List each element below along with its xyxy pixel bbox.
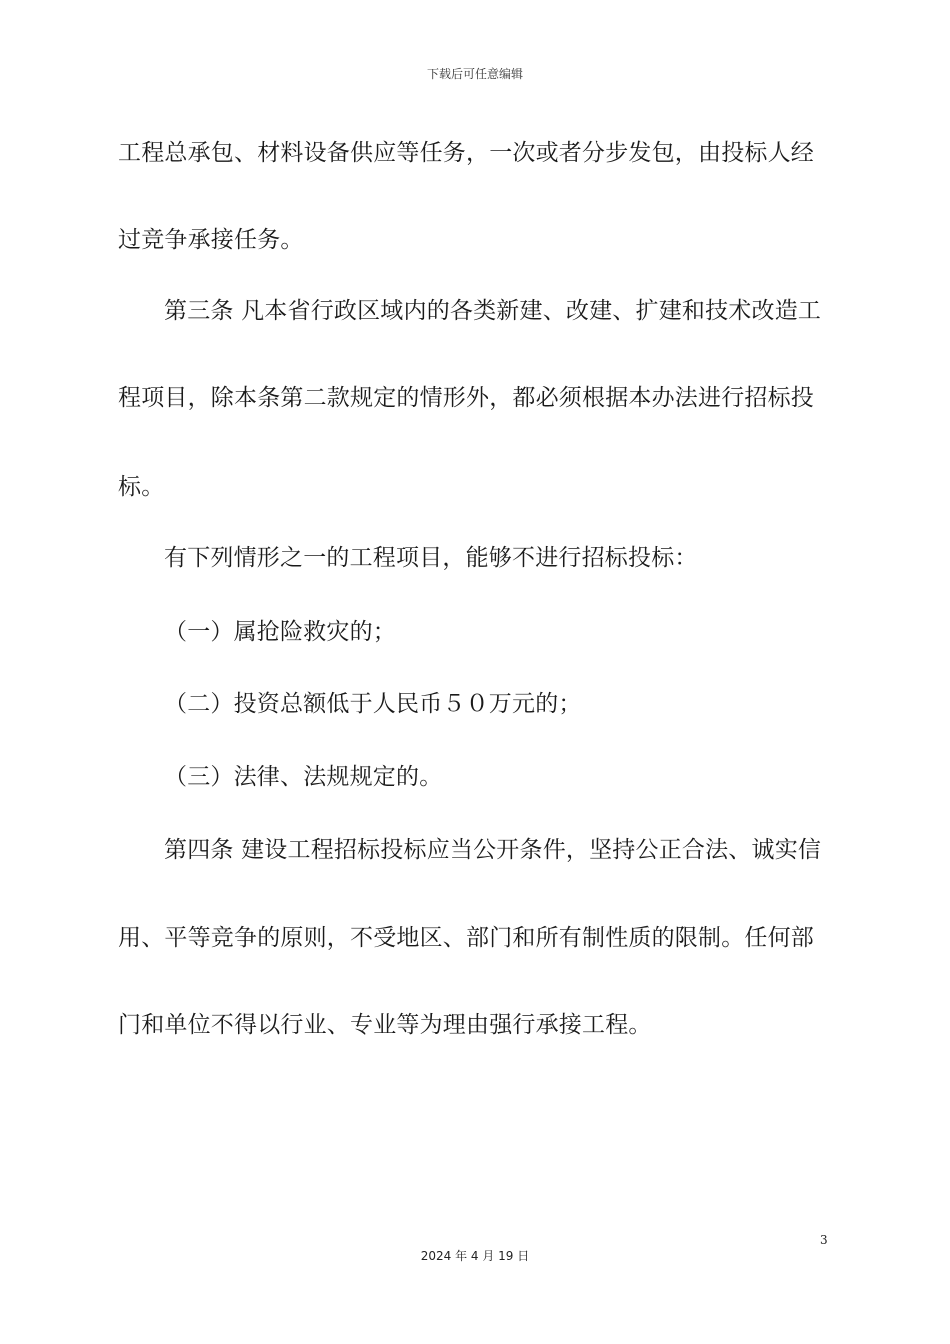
body-line-1: 工程总承包、材料设备供应等任务，一次或者分步发包，由投标人经: [118, 140, 814, 166]
page-header: 下载后可任意编辑: [426, 67, 523, 81]
article-4-line-3: 门和单位不得以行业、专业等为理由强行承接工程。: [118, 1012, 652, 1038]
footer-date: 2024 年 4 月 19 日: [420, 1249, 530, 1263]
exemption-item-3: （三）法律、法规规定的。: [164, 764, 443, 790]
article-3-line-2: 程项目，除本条第二款规定的情形外，都必须根据本办法进行招标投: [118, 385, 814, 411]
article-3-line-3: 标。: [118, 474, 165, 500]
article-4-line-1: 第四条 建设工程招标投标应当公开条件，坚持公正合法、诚实信: [164, 837, 822, 863]
article-4-line-2: 用、平等竞争的原则，不受地区、部门和所有制性质的限制。任何部: [118, 925, 814, 951]
exemption-item-1: （一）属抢险救灾的；: [164, 619, 396, 645]
exemption-intro: 有下列情形之一的工程项目，能够不进行招标投标：: [164, 545, 698, 571]
page-number: 3: [820, 1233, 828, 1247]
exemption-item-2: （二）投资总额低于人民币５０万元的；: [164, 691, 582, 717]
article-3-line-1: 第三条 凡本省行政区域内的各类新建、改建、扩建和技术改造工: [164, 298, 822, 324]
body-line-2: 过竞争承接任务。: [118, 227, 304, 253]
